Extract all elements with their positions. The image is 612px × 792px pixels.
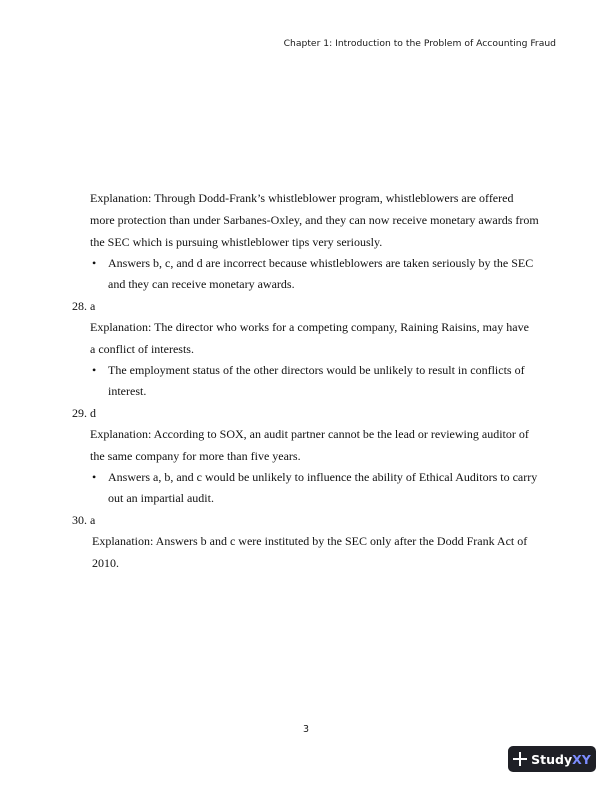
explanation-line: a conflict of interests. <box>90 342 194 356</box>
bullet-text: The employment status of the other directors would be unlikely to result in conflicts of <box>108 363 525 377</box>
explanation-line: the SEC which is pursuing whistleblower tips very seriously. <box>90 235 383 249</box>
answer-number: 30. a <box>72 513 96 527</box>
bullet-text: out an impartial audit. <box>108 491 214 505</box>
answer-number: 29. d <box>72 406 96 420</box>
brand-logo-text <box>531 752 591 767</box>
bullet-icon: • <box>92 363 97 377</box>
explanation-line: 2010. <box>92 556 119 570</box>
bullet-icon: • <box>92 470 97 484</box>
explanation-line: Explanation: Through Dodd-Frank’s whistleblower program, whistleblowers are offered <box>90 191 514 205</box>
explanation-line: Explanation: The director who works for a competing company, Raining Raisins, may have <box>90 320 529 334</box>
explanation-line: Explanation: Answers b and c were instituted by the SEC only after the Dodd Frank Act of <box>92 534 528 548</box>
studyxy-badge[interactable] <box>508 746 596 772</box>
page-number: 3 <box>302 724 310 735</box>
explanation-line: Explanation: According to SOX, an audit partner cannot be the lead or reviewing auditor of <box>90 427 529 441</box>
plus-icon <box>513 752 527 766</box>
bullet-text: interest. <box>108 384 147 398</box>
brand-accent: XY <box>572 751 591 767</box>
bullet-icon: • <box>92 256 97 270</box>
page-header: Chapter 1: Introduction to the Problem of Accounting Fraud <box>283 38 556 49</box>
bullet-text: Answers b, c, and d are incorrect because whistleblowers are taken seriously by the SEC <box>108 256 534 270</box>
answer-number: 28. a <box>72 299 96 313</box>
explanation-line: more protection than under Sarbanes-Oxley, and they can now receive monetary awards from <box>90 213 539 227</box>
bullet-text: Answers a, b, and c would be unlikely to influence the ability of Ethical Auditors to carry <box>108 470 538 484</box>
brand-main: Study <box>531 751 573 767</box>
explanation-line: the same company for more than five years. <box>90 449 301 463</box>
bullet-text: and they can receive monetary awards. <box>108 277 295 291</box>
